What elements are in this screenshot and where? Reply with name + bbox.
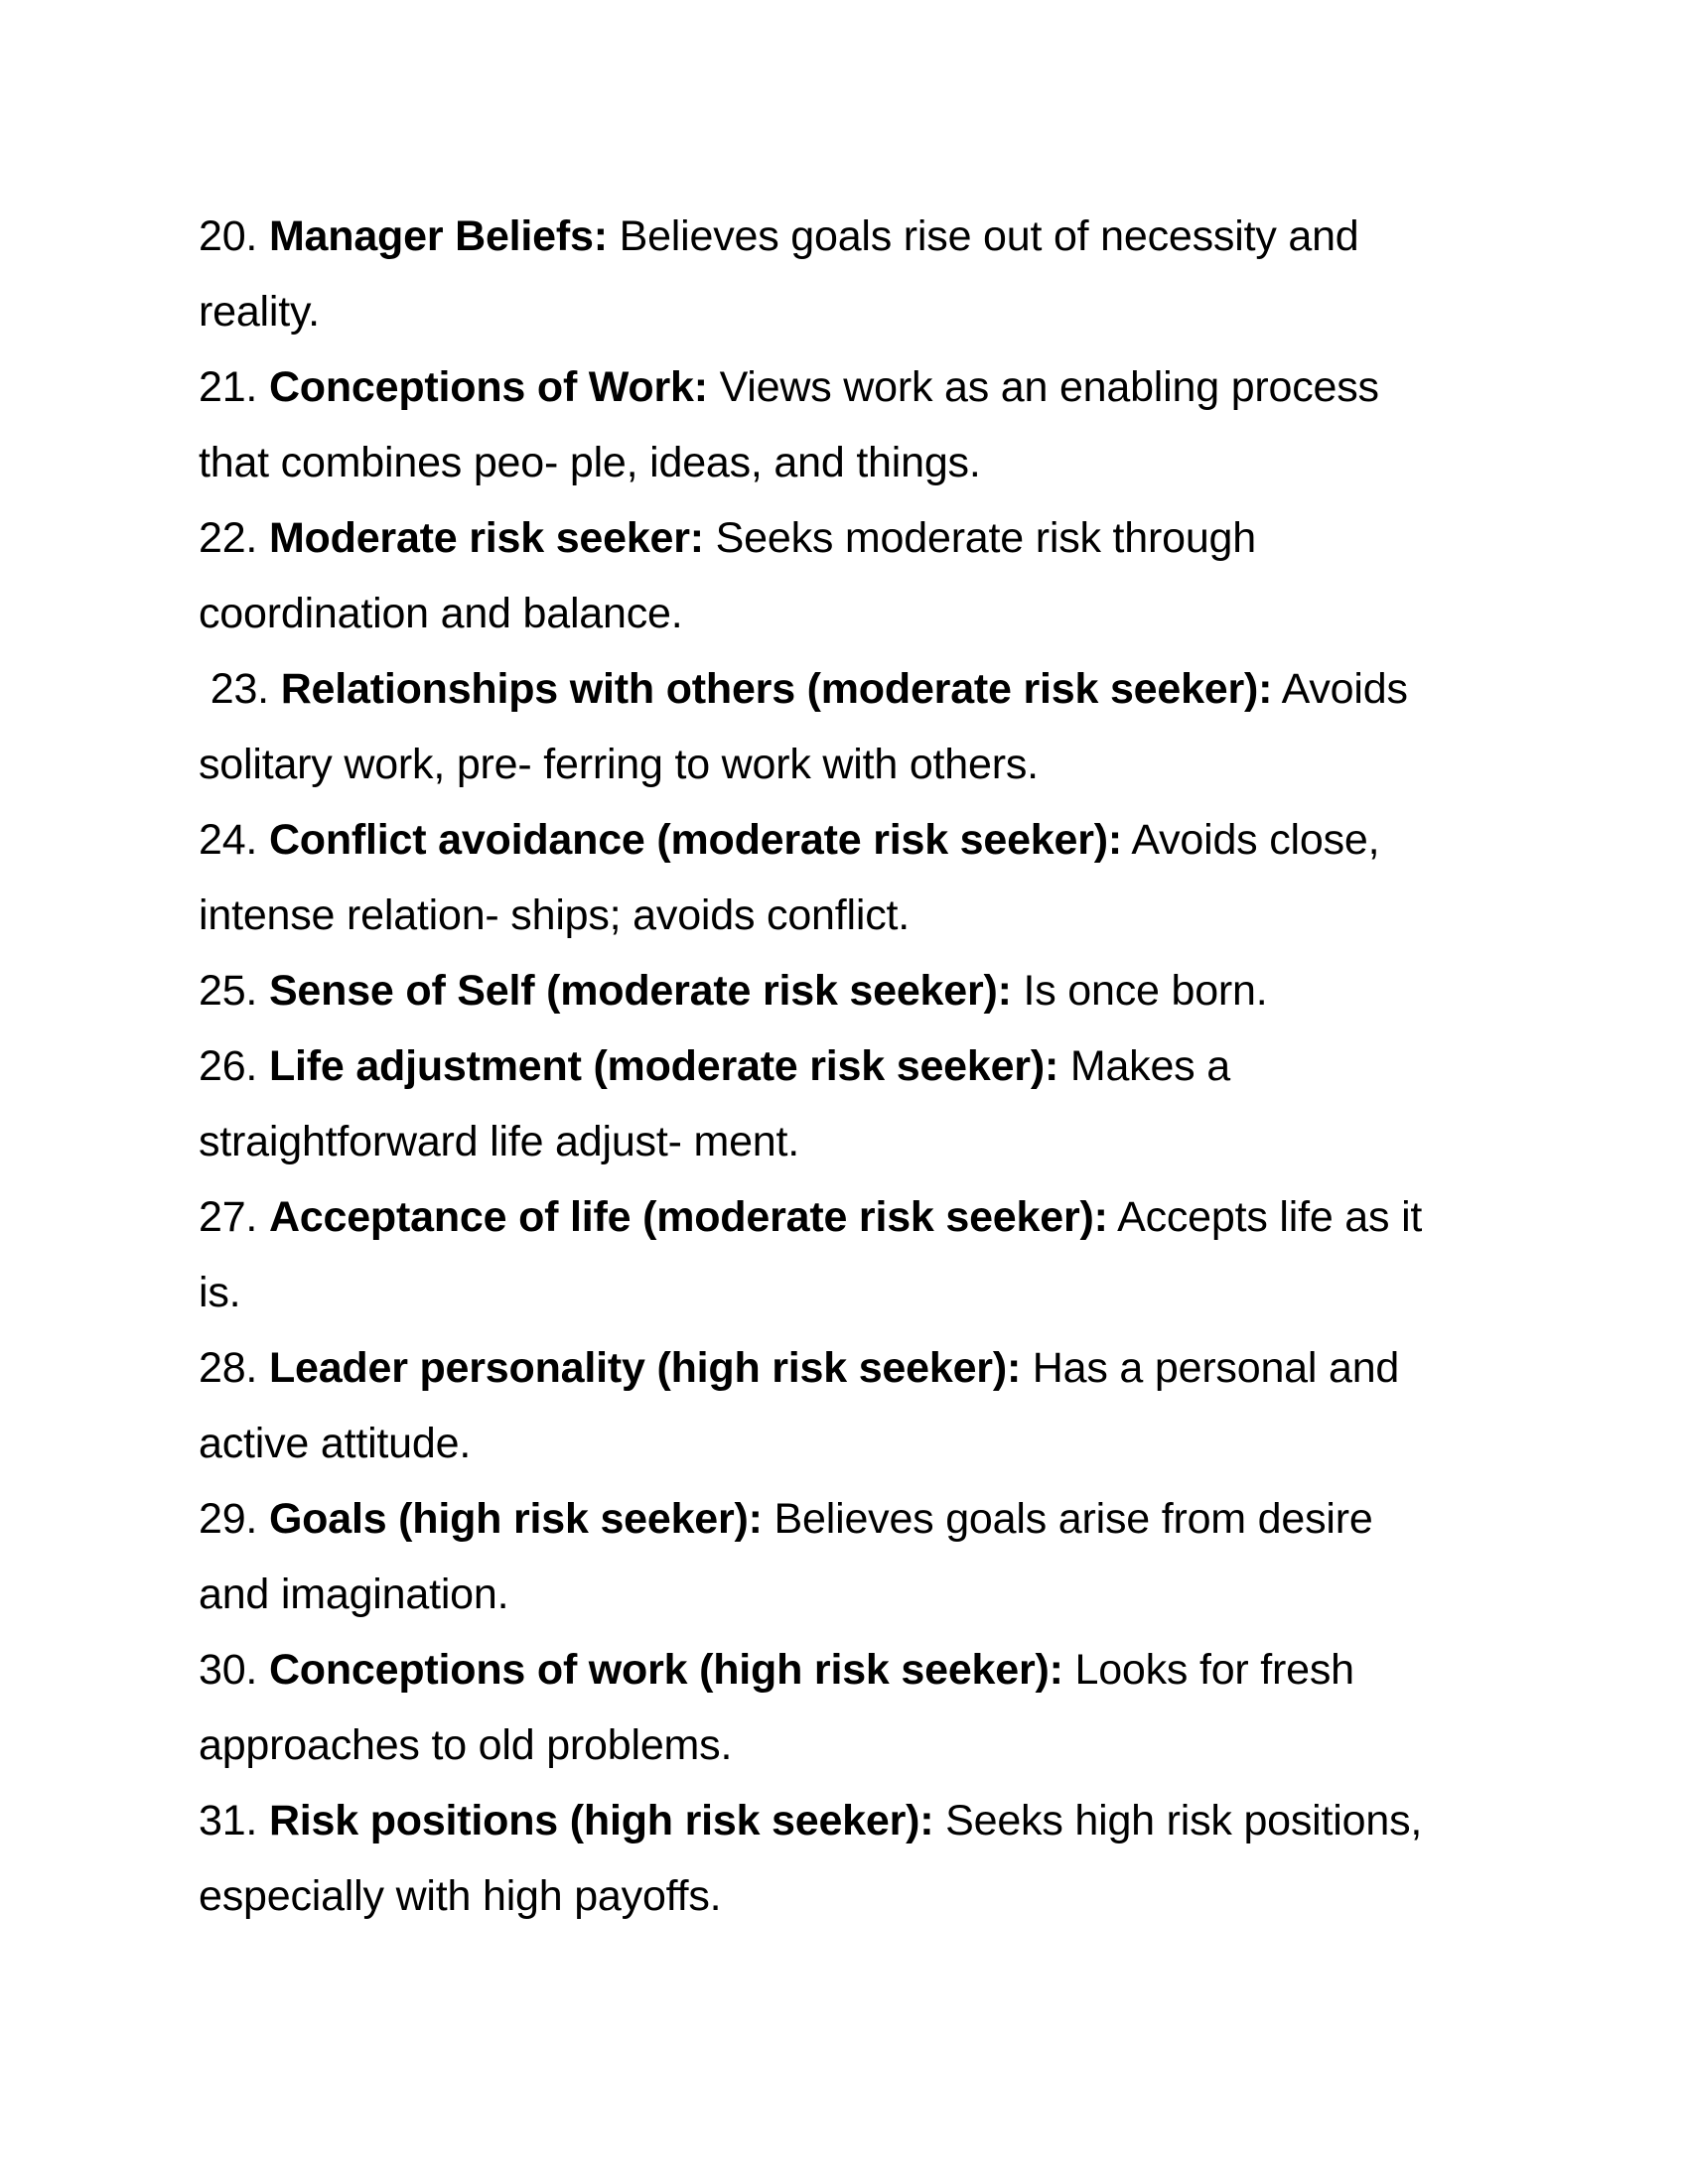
document-page (199, 199, 1489, 1934)
item-description: Accepts life as it (1107, 1193, 1423, 1241)
item-label: Goals (high risk seeker): (268, 1495, 763, 1543)
item-line (199, 953, 1489, 1028)
item-line-continued: that combines peo- ple, ideas, and things. (199, 439, 981, 486)
list-item-23 (199, 651, 1489, 802)
item-number: 31. (199, 1797, 258, 1844)
list-item-24 (199, 802, 1489, 953)
list-item-27 (199, 1179, 1489, 1330)
list-item-31 (199, 1783, 1489, 1934)
item-description: Believes goals arise from desire (762, 1495, 1373, 1543)
item-label: Conceptions of work (high risk seeker): (268, 1646, 1063, 1694)
item-label: Conceptions of Work: (268, 363, 708, 411)
item-line-continued: coordination and balance. (199, 590, 683, 637)
item-number: 28. (199, 1344, 258, 1392)
item-line (199, 349, 1489, 425)
item-line (199, 1481, 1489, 1557)
item-description: Views work as an enabling process (707, 363, 1379, 411)
item-indent (199, 665, 211, 713)
list-item-29 (199, 1481, 1489, 1632)
item-line (199, 1028, 1489, 1104)
list-item-20 (199, 199, 1489, 349)
item-label: Conflict avoidance (moderate risk seeker): (268, 816, 1123, 864)
item-label: Relationships with others (moderate risk seeker): (280, 665, 1273, 713)
item-line-continued: approaches to old problems. (199, 1721, 733, 1769)
list-item-30 (199, 1632, 1489, 1783)
item-label: Life adjustment (moderate risk seeker): (268, 1042, 1059, 1090)
item-line-continued: is. (199, 1269, 241, 1316)
item-number: 21. (199, 363, 258, 411)
list-item-28 (199, 1330, 1489, 1481)
item-line (199, 1783, 1489, 1858)
item-label: Sense of Self (moderate risk seeker): (268, 967, 1012, 1015)
item-line (199, 1632, 1489, 1707)
item-number: 27. (199, 1193, 258, 1241)
item-description: Avoids close, (1122, 816, 1380, 864)
item-line-continued: and imagination. (199, 1570, 509, 1618)
list-item-25 (199, 953, 1489, 1028)
item-description: Has a personal and (1021, 1344, 1400, 1392)
item-line-continued: intense relation- ships; avoids conflict. (199, 891, 910, 939)
list-item-26 (199, 1028, 1489, 1179)
list-item-22 (199, 500, 1489, 651)
item-label: Acceptance of life (moderate risk seeker): (268, 1193, 1108, 1241)
item-label: Risk positions (high risk seeker): (268, 1797, 934, 1844)
item-number: 24. (199, 816, 258, 864)
item-line (199, 500, 1489, 576)
item-label: Leader personality (high risk seeker): (268, 1344, 1022, 1392)
item-description: Avoids (1272, 665, 1408, 713)
item-description: Looks for fresh (1062, 1646, 1354, 1694)
item-label: Moderate risk seeker: (268, 514, 704, 562)
item-line (199, 651, 1489, 727)
item-description: Believes goals rise out of necessity and (607, 212, 1359, 260)
item-label: Manager Beliefs: (268, 212, 608, 260)
item-line-continued: reality. (199, 288, 320, 336)
item-number: 30. (199, 1646, 258, 1694)
item-description: Seeks moderate risk through (703, 514, 1256, 562)
item-description: Is once born. (1011, 967, 1268, 1015)
item-line-continued: active attitude. (199, 1420, 472, 1467)
item-number: 20. (199, 212, 258, 260)
item-line (199, 1179, 1489, 1255)
item-description: Seeks high risk positions, (933, 1797, 1423, 1844)
item-line (199, 199, 1489, 274)
item-line (199, 802, 1489, 878)
item-number: 29. (199, 1495, 258, 1543)
item-line-continued: straightforward life adjust- ment. (199, 1118, 800, 1165)
item-description: Makes a (1058, 1042, 1230, 1090)
item-line-continued: especially with high payoffs. (199, 1872, 722, 1920)
item-line-continued: solitary work, pre- ferring to work with others. (199, 741, 1039, 788)
list-item-21 (199, 349, 1489, 500)
item-number: 25. (199, 967, 258, 1015)
item-number: 23. (210, 665, 269, 713)
item-number: 22. (199, 514, 258, 562)
item-number: 26. (199, 1042, 258, 1090)
item-line (199, 1330, 1489, 1406)
